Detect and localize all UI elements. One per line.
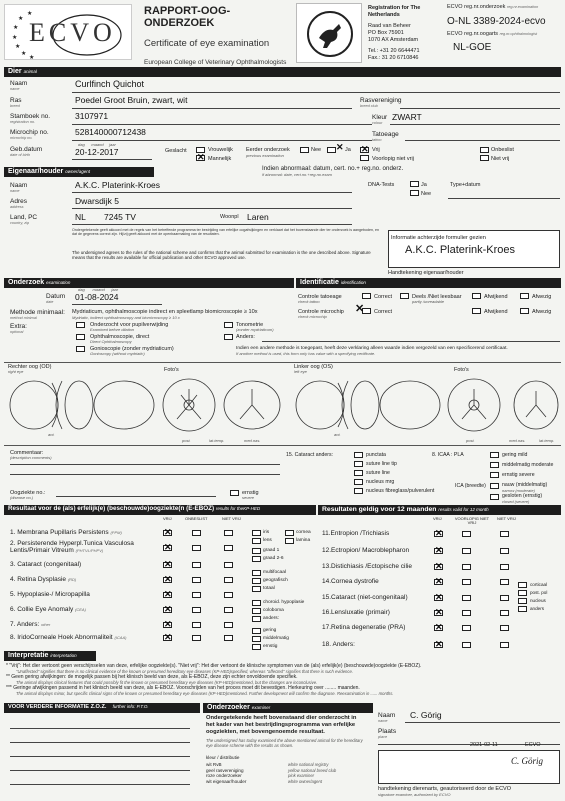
check-mark: ✕ bbox=[435, 528, 443, 538]
result-checkbox[interactable] bbox=[462, 579, 471, 585]
examiner-signature-box[interactable] bbox=[378, 750, 560, 784]
svg-text:★: ★ bbox=[15, 43, 21, 50]
ecvo-logo bbox=[4, 4, 132, 60]
check-mark: ✕ bbox=[164, 589, 172, 599]
disease-row-left: 5. Hypoplasie-/ Micropapilla bbox=[10, 591, 90, 598]
section-onderzoek: Onderzoek examination bbox=[4, 278, 294, 288]
disease-row-left: 3. Cataract (congenitaal) bbox=[10, 561, 82, 568]
disease-row-left: 4. Retina Dysplasie (RD) bbox=[10, 576, 77, 583]
checkbox-prev-nietvrij[interactable] bbox=[480, 155, 489, 161]
disease-row-right: 14.Cornea dystrofie bbox=[322, 578, 379, 585]
result-checkbox[interactable] bbox=[224, 635, 233, 641]
result-checkbox[interactable] bbox=[462, 548, 471, 554]
disease-row-left: 8. IridoCorneale Hoek Abnormaliteit (ICAA) bbox=[10, 634, 127, 641]
result-checkbox[interactable] bbox=[462, 564, 471, 570]
svg-text:★: ★ bbox=[18, 15, 24, 22]
owner-country[interactable]: NL bbox=[75, 212, 86, 222]
kleur-value[interactable]: ZWART bbox=[392, 112, 422, 122]
checkbox-eerder-ja[interactable] bbox=[327, 147, 336, 153]
city: 1070 AX Amsterdam bbox=[368, 36, 419, 43]
section-eigenaar: Eigenaar/houder owner/agent bbox=[4, 167, 154, 177]
examiner-signature: C. Görig bbox=[510, 756, 543, 766]
checkbox-extra2[interactable] bbox=[76, 334, 85, 340]
svg-text:★: ★ bbox=[27, 10, 33, 17]
result-checkbox[interactable] bbox=[462, 610, 471, 616]
result-checkbox[interactable] bbox=[192, 607, 201, 613]
disease-row-left: 2. Persisterende Hyperpl.Tunica Vasculosa Lentis/Primair Vitreum (PHTVL/PHPV) bbox=[10, 540, 134, 554]
naam-label: Naam bbox=[10, 80, 28, 87]
result-checkbox[interactable] bbox=[462, 531, 471, 537]
result-checkbox[interactable] bbox=[224, 622, 233, 628]
owner-zip[interactable]: 7245 TV bbox=[104, 212, 136, 222]
check-mark: ✕ bbox=[164, 574, 172, 584]
birth-date[interactable]: 20-12-2017 bbox=[75, 147, 119, 157]
ecvo-logo-text: ECVO bbox=[29, 18, 116, 47]
eye-drawings bbox=[4, 363, 561, 447]
svg-text:★: ★ bbox=[12, 34, 18, 41]
section-geldig: Resultaten geldig voor 12 maanden results valid for 12 month bbox=[318, 505, 561, 515]
disease-row-right: 16.Lensluxatie (primair) bbox=[322, 609, 390, 616]
checkbox-tono[interactable] bbox=[224, 322, 233, 328]
disease-row-left: 6. Collie Eye Anomaly (CEA) bbox=[10, 606, 86, 613]
ecvo-reg-nr2: NL-GOE bbox=[453, 42, 492, 54]
check-mark: ✕ bbox=[164, 604, 172, 614]
title-nl: RAPPORT-OOG-ONDERZOEK bbox=[144, 5, 231, 30]
checkbox-extra3[interactable] bbox=[76, 346, 85, 352]
checkbox-dna-nee[interactable] bbox=[410, 190, 419, 196]
result-checkbox[interactable] bbox=[224, 545, 233, 551]
disease-row-right: 15.Cataract (niet-congenitaal) bbox=[322, 594, 408, 601]
disease-row-left: 1. Membrana Pupillaris Persistens (PPM) bbox=[10, 529, 122, 536]
check-mark: ✕ bbox=[164, 559, 172, 569]
result-checkbox[interactable] bbox=[192, 635, 201, 641]
examiner-statement: Ondergetekende heeft bovenstaand dier onderzocht in het kader van het bestrijdingsprogramma van erfelijke oogziekten, met bovengenoemde resultaat. bbox=[206, 715, 357, 735]
result-checkbox[interactable] bbox=[500, 564, 509, 570]
result-checkbox[interactable] bbox=[462, 595, 471, 601]
fax: Fax.: 31 20 6710846 bbox=[368, 55, 419, 62]
examiner-name[interactable]: C. Görig bbox=[410, 710, 442, 720]
check-mark: ✕ bbox=[435, 561, 443, 571]
check-mark: ✕ bbox=[435, 622, 443, 632]
legal-nl: Ondergetekende geeft akkoord met de regels van het betreffende programma ter bestrijding van erfelijke oogafwijkingen en verklaart dat het bovenstaande dier ter onderzoek is aangeboden, en dat de gegevens correct zijn. Hij/zij geeft akkoord met de openbaarmaking van de resultaten. bbox=[72, 228, 379, 237]
ecvo-reg-label: ECVO reg.nr.onderzoek bbox=[447, 4, 506, 10]
result-checkbox[interactable] bbox=[192, 545, 201, 551]
checkbox-extra1[interactable] bbox=[76, 322, 85, 328]
raad-van-beheer-logo bbox=[296, 3, 362, 63]
check-mark: ✕ bbox=[164, 619, 172, 629]
section-dier: Dier animal bbox=[4, 67, 561, 77]
dog-circle-icon bbox=[297, 4, 363, 64]
result-checkbox[interactable] bbox=[192, 592, 201, 598]
result-checkbox[interactable] bbox=[192, 562, 201, 568]
section-verder: VOOR VERDERE INFORMATIE Z.O.Z. further info: P.T.O. bbox=[4, 703, 200, 713]
exam-date[interactable]: 01-08-2024 bbox=[75, 292, 119, 302]
owner-signature-box[interactable]: Informatie achterzijde formulier gezien A.K.C. Platerink-Kroes bbox=[388, 230, 560, 268]
owner-town[interactable]: Laren bbox=[247, 212, 269, 222]
disease-row-right: 17.Retina degeneratie (PRA) bbox=[322, 624, 406, 631]
checkbox-prev-voorlopig[interactable] bbox=[360, 155, 369, 161]
svg-text:★: ★ bbox=[13, 24, 19, 31]
result-checkbox[interactable] bbox=[500, 625, 509, 631]
result-checkbox[interactable] bbox=[500, 531, 509, 537]
ecvo-reg-nr: O-NL 3389-2024-ecvo bbox=[447, 16, 546, 28]
reg-label: Registration for The Netherlands bbox=[368, 5, 421, 18]
check-mark: ✕ bbox=[435, 607, 443, 617]
result-checkbox[interactable] bbox=[500, 610, 509, 616]
result-checkbox[interactable] bbox=[224, 530, 233, 536]
checkbox-anders[interactable] bbox=[224, 334, 233, 340]
legal-en: The undersigned agrees to the rules of the national scheme and confirms that the animal submitted for examination is the one described above. Signature means that the results are available for official publication and other ECVO approved use. bbox=[72, 250, 371, 261]
svg-text:★: ★ bbox=[29, 54, 35, 61]
check-mark: ✕ bbox=[435, 576, 443, 586]
result-checkbox[interactable] bbox=[224, 592, 233, 598]
checkbox-prev-onbeslist[interactable] bbox=[480, 147, 489, 153]
interp-1: * "Vrij": Het dier vertoont geen verschijnselen van deze, erfelijke oogziekte(s). "Niet vrij": Het dier vertoont de klinische symptomen van de (als) erfelijk(e) (beschouwde)oogziekte (E-EBOZ). bbox=[6, 663, 422, 669]
check-mark: ✕ bbox=[435, 545, 443, 555]
subtitle: European College of Veterinary Ophthalmologists bbox=[144, 58, 287, 66]
check-mark: ✕ bbox=[164, 527, 172, 537]
svg-text:★: ★ bbox=[21, 50, 27, 57]
eye-diagram-panel: Rechter oog (OD) right eye Foto's Linker oog (OS) left eye Foto's ant. post. lat.temp. med.nas. ant. post. med.nas. lat.temp. bbox=[4, 362, 561, 446]
result-checkbox[interactable] bbox=[462, 642, 471, 648]
check-mark: ✕ bbox=[164, 632, 172, 642]
stamboek-value[interactable]: 3107971 bbox=[75, 111, 109, 121]
interp-3: *** Geringe afwijkingen passend in het klinisch beeld van deze, als E-EBOZ. Voorschrijden van het proces moet dit bevestigen. Herkeuring over ........ maanden. bbox=[6, 685, 360, 692]
title-en: Certificate of eye examination bbox=[144, 38, 270, 50]
disease-row-right: 12.Ectropion/ Macroblepharon bbox=[322, 547, 410, 554]
result-checkbox[interactable] bbox=[192, 530, 201, 536]
result-checkbox[interactable] bbox=[224, 607, 233, 613]
section-onderzoeker: Onderzoeker examiner bbox=[203, 703, 373, 713]
check-mark: ✕ bbox=[435, 592, 443, 602]
owner-signature: A.K.C. Platerink-Kroes bbox=[405, 244, 516, 257]
result-checkbox[interactable] bbox=[224, 562, 233, 568]
disease-row-right: 11.Entropion /Trichiasis bbox=[322, 530, 390, 537]
result-checkbox[interactable] bbox=[192, 622, 201, 628]
eye-exam-certificate: ★ ★ ★ ★ ★ ★ ★ ECVO RAPPORT-OOG-ONDERZOEK Certificate of eye examination European College of Veterinary Ophthalmologists Registration for The Netherlands Raad van Beheer PO Box 75901 1070 AX Amsterdam Tel.: +31 20 6644471 Fax.: 31 20 6710846 ECVO reg.nr.onderzoek reg.nr.examination O-NL 3389-2024-ecvo ECVO reg.nr.oogarts reg.nr.ophthalmologist NL-GOE Dier animal Naam name Curlfinch Quichot Ras breed Poedel Groot Bruin, zwart, wit Rasvereniging breed club Stamboek no. registration no. 3107971 Kleur colour ZWART Microchip no. microchip no. 528140000712438 Tatoeage tattoo Geb.datum date of birth dag maand jaar 20-12-2017 Geslacht Vrouwelijk ✕ Mannelijk Eerder onderzoek previous examination Nee ✕ Ja ✕ Vrij Voorlopig niet vrij Onbeslist Niet vrij Indien abnormaal: datum, cert. no.+ reg.no. onderz. if abnormal: date, cert.no.+reg.no.exam Eigenaar/houder owner/agent Naam name A.K.C. Platerink-Kroes DNA-Tests Ja Nee Type+datum Adres address Dwarsdijk 5 Land, PC country, zip NL 7245 TV Woonpl Laren Ondergetekende geeft akkoord met de regels van het betreffende programma ter bestrijding van erfelijke oogafwijkingen en verklaart dat het bovenstaande dier ter onderzoek is aangeboden, en dat de gegevens correct zijn. Hij/zij geeft akkoord met de openbaarmaking van de resultaten. The undersigned agrees to the rules of the national scheme and confirms that the animal submitted for examination is the one described above. Signature means that the results are available for official publication and other ECVO approved use. Informatie achterzijde formulier gezien A.K.C. Platerink-Kroes Handtekening eigenaar/houder Onderzoek examination Identificatie identification Datum date dag maand jaar 01-08-2024 Methode minimaal: method minimal Mydriaticum, ophthalmoscopie indirect en spleetlamp biomicroscopie ≥ 10x Mydriatic, indirect ophthalmoscopy and biomicroscopy ≥ 10 x Extra: optional Onderzocht voor pupilverwijding Examined before dilation Ophthalmoscopie, direct Direct Ophthalmoscopy Gonioscopie (zonder mydriaticum) Gonioscopy (without mydriatic) Tonometrie (zonder mydriaticum) Anders: Indien een andere methode is toegepast, heeft deze verklaring alleen waarde indien vergezeld van een specificerend certificaat. If another method is used, this form only has value with a specifying certificate. Controle tatoeage check tattoo Correct Deels /Niet leesbaar partly /unreadable Afwijkend Afwezig Controle microchip check microchip ✕ Correct Afwijkend Afwezig Rechter oog (OD) right eye Foto's Linker oog (OS) left eye Foto's ant. post. lat.temp. med.nas. ant. post. med.nas. lat.temp. Commentaar: (description comments) 15. Cataract anders: punctata suture line tip suture line nucleus mrg nucleus fibreglass/pulverulent 8. ICAA : PLA gering mild middelmatig moderate ernstig severe ICA (breedte) nauw (middelmatig) narrow (moderate) gesloten (ernstig) closed (severe) Oogziekte no.: (disease no.) ernstig severe Resultaat voor de (als) erfelijk(e) (beschouwde)oogziekte(n (E-EBOZ) results for theKP-HED Resultaten geldig voor 12 maanden results valid for 12 month VRIJ ONBESLIST NIET VRIJ VRIJ VOORLOPIG NIET VRIJ NIET VRIJ 1. Membrana Pupillaris Persistens (PPM) ✕ 2. Persisterende Hyperpl.Tunica Vasculosa Lentis/Primair Vitreum (PHTVL/PHPV) ✕ 3. Cataract (congenitaal) ✕ 4. Retina Dysplasie (RD) ✕ 5. Hypoplasie-/ Micropapilla ✕ 6. Collie Eye Anomaly (CEA) ✕ 7. Anders: other ✕ 8. IridoCorneale Hoek Abnormaliteit (ICAA) ✕ 11.Entropion /Trichiasis ✕ 12.Ectropion/ Macroblepharon ✕ 13.Distichiasis /Ectopische cilie ✕ 14.Cornea dystrofie ✕ 15.Cataract (niet-congenitaal) ✕ 16.Lensluxatie (primair) ✕ 17.Retina degeneratie (PRA) ✕ 18. Anders: ✕ iris cornea lens lamina graad 1 graad 2-6 multifocaal geografisch totaal choroid. hypoplasie coloboma anders: gering middelmatig ernstig corticaal post. pol nucleus anders Interpretatie interpretation * "Vrij": Het dier vertoont geen verschijnselen van deze, erfelijke oogziekte(s). "Niet vrij": Het dier vertoont de klinische symptomen van de (als) erfelijk(e) (beschouwde)oogziekte (E-EBOZ). "Unaffected" signifies that there is no clinical evidence of the known or presumed hereditary eye diseases (KP-HED)specified, whereas "affected" signifies that there is such evidence. ** Geen gering afwijkingen: de mogelijk passen bij het klinisch beeld van deze, als E-EBOZ, deze zijn echter onvoldoende specifiek. The animal displays clinical features that could possibly fit the known or presumed hereditary eye diseases (KP-HED)mentioned, but the changes are inconclusive. *** Geringe afwijkingen passend in het klinisch beeld van deze, als E-EBOZ. Voorschrijden van het proces moet dit bevestigen. Herkeuring over ........ maanden. The animal displays minor, but specific clinical signs of the known or presumed hereditary eye diseases (KP-HED)mentioned. Further development will confirm the diagnose. Reexamination in ...... months. VOOR VERDERE INFORMATIE Z.O.Z. further info: P.T.O. Onderzoeker examiner Ondergetekende heeft bovenstaand dier onderzocht in het kader van het bestrijdingsprogramma van erfelijke oogziekten, met bovengenoemde resultaat. The undersigned has today examined the above mentioned animal for the hereditary eye disease scheme with the results as shown. kleur / distributie wit RvB geel rasvereniging roze onderzoeker wit eigenaar/houder white national registry yellow national breed club pink examiner white owner/agent Naam name C. Görig Plaats place 2021-02-11 ECVO C. Görig handtekening dierenarts, geautoriseerd door de ECVO signature examiner, authorized by ECVO bbox=[0, 0, 565, 801]
disease-row-right: 13.Distichiasis /Ectopische cilie bbox=[322, 563, 412, 570]
section-interpretatie: Interpretatie interpretation bbox=[4, 651, 96, 661]
disease-row-left: 7. Anders: other bbox=[10, 621, 51, 628]
result-checkbox[interactable] bbox=[500, 579, 509, 585]
result-checkbox[interactable] bbox=[192, 577, 201, 583]
owner-name[interactable]: A.K.C. Platerink-Kroes bbox=[75, 180, 161, 190]
result-checkbox[interactable] bbox=[500, 548, 509, 554]
result-checkbox[interactable] bbox=[500, 595, 509, 601]
animal-name[interactable]: Curlfinch Quichot bbox=[75, 79, 145, 89]
tel: Tel.: +31 20 6644471 bbox=[368, 48, 420, 55]
owner-address[interactable]: Dwarsdijk 5 bbox=[75, 196, 119, 206]
result-checkbox[interactable] bbox=[224, 577, 233, 583]
exam-stamp-date: 2021-02-11 bbox=[470, 742, 498, 748]
breed-value[interactable]: Poedel Groot Bruin, zwart, wit bbox=[75, 95, 188, 105]
disease-row-right: 18. Anders: bbox=[322, 641, 355, 648]
pobox: PO Box 75901 bbox=[368, 29, 404, 36]
checkbox-eerder-nee[interactable] bbox=[300, 147, 309, 153]
section-identificatie: Identificatie identification bbox=[296, 278, 561, 288]
raad: Raad van Beheer bbox=[368, 22, 411, 29]
microchip-value[interactable]: 528140000712438 bbox=[75, 127, 146, 137]
result-checkbox[interactable] bbox=[462, 625, 471, 631]
section-resultaat: Resultaat voor de (als) erfelijk(e) (beschouwde)oogziekte(n (E-EBOZ) results for theKP-HED bbox=[4, 505, 316, 515]
result-checkbox[interactable] bbox=[500, 642, 509, 648]
checkbox-dna-ja[interactable] bbox=[410, 181, 419, 187]
interp-2: ** Geen gering afwijkingen: de mogelijk passen bij het klinisch beeld van deze, als E-EBOZ, deze zijn echter onvoldoende specifiek. bbox=[6, 674, 298, 681]
ecvo-reg-label2: ECVO reg.nr.oogarts bbox=[447, 31, 499, 38]
check-mark: ✕ bbox=[435, 639, 443, 649]
check-mark: ✕ bbox=[164, 542, 172, 552]
